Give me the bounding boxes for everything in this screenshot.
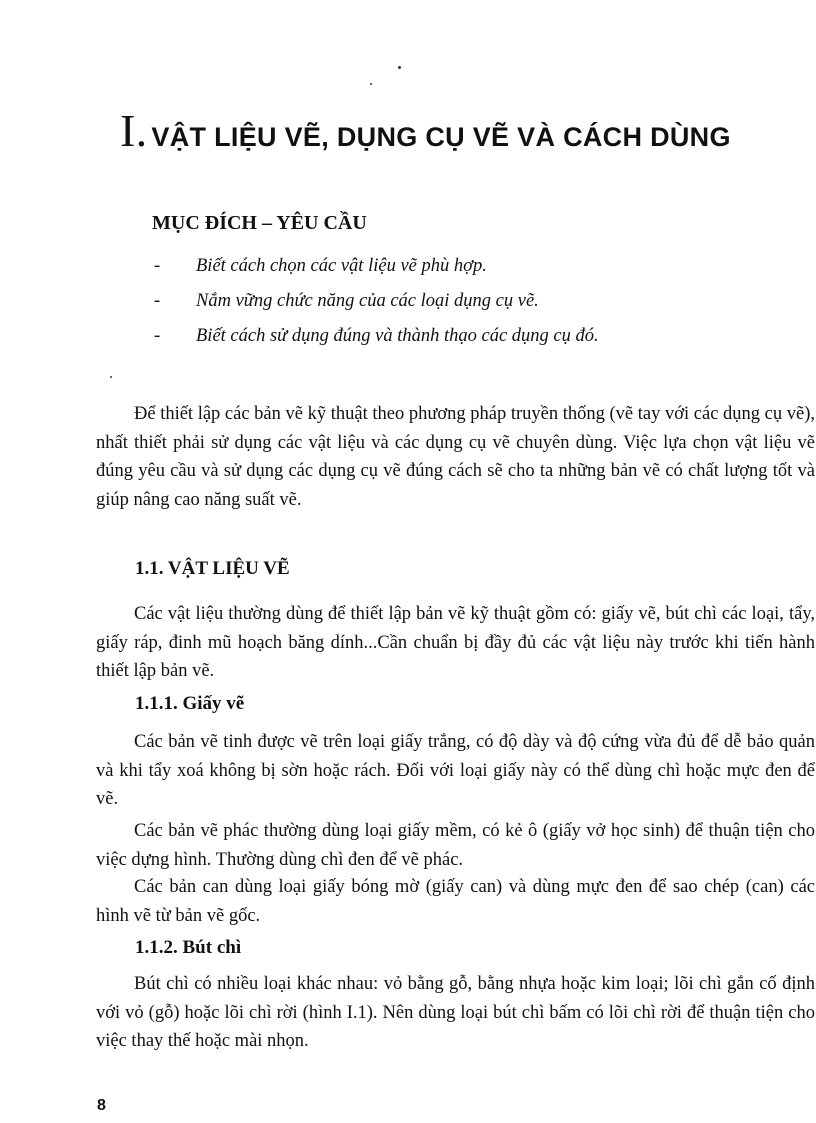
section-1-1-1-heading: 1.1.1. Giấy vẽ [135, 693, 245, 714]
chapter-numeral: I. [120, 105, 148, 156]
intro-paragraph: Để thiết lập các bản vẽ kỹ thuật theo phương pháp truyền thống (vẽ tay với các dụng cụ vẽ), nhất thiết phải sử dụng các vật liệu và các dụng cụ vẽ chuyên dùng. Việc lựa chọn vật liệu vẽ đúng yêu cầu và sử dụng các dụng cụ vẽ đúng cách sẽ cho ta những bản vẽ có chất lượng tốt và giúp nâng cao năng suất vẽ. [96, 404, 815, 510]
section-1-1-2-heading: 1.1.2. Bút chì [135, 937, 242, 958]
section-1-1-2-paragraph: Bút chì có nhiều loại khác nhau: vỏ bằng gỗ, bằng nhựa hoặc kim loại; lõi chì gắn cố định với vỏ (gỗ) hoặc lõi chì rời (hình I.1). Nên dùng loại bút chì bấm có lõi chì rời để thuận tiện cho việc thay thế hoặc mài nhọn. [96, 974, 815, 1051]
objectives-heading: MỤC ĐÍCH – YÊU CẦU [152, 212, 367, 234]
list-item [154, 256, 794, 291]
chapter-title [120, 104, 810, 157]
bullet-dash: - [154, 326, 161, 346]
scan-speck [370, 83, 372, 85]
bullet-dash: - [154, 256, 161, 276]
section-1-1-paragraph: Các vật liệu thường dùng để thiết lập bản vẽ kỹ thuật gồm có: giấy vẽ, bút chì các loại, tẩy, giấy ráp, đinh mũ hoạch băng dính...Cần chuẩn bị đầy đủ các vật liệu này trước khi tiến hành thiết lập bản vẽ. [96, 604, 815, 681]
chapter-title-text: VẬT LIỆU VẼ, DỤNG CỤ VẼ VÀ CÁCH DÙNG [151, 122, 731, 152]
objectives-list [154, 256, 794, 361]
objective-text: Biết cách sử dụng đúng và thành thạo các dụng cụ đó. [196, 326, 599, 346]
section-1-1-1-paragraph-3: Các bản can dùng loại giấy bóng mờ (giấy can) và dùng mực đen để sao chép (can) các hình vẽ từ bản vẽ gốc. [96, 877, 815, 926]
page-number: 8 [97, 1097, 106, 1114]
objective-text: Nắm vững chức năng của các loại dụng cụ vẽ. [196, 291, 539, 311]
list-item [154, 291, 794, 326]
scan-speck [398, 66, 401, 69]
section-1-1-1-paragraph-1: Các bản vẽ tinh được vẽ trên loại giấy trắng, có độ dày và độ cứng vừa đủ để dễ bảo quản và khi tẩy xoá không bị sờn hoặc rách. Đối với loại giấy này có thể dùng chì hoặc mực đen để vẽ. [96, 732, 815, 809]
bullet-dash: - [154, 291, 161, 311]
scan-speck [110, 376, 112, 378]
section-1-1-1-paragraph-2: Các bản vẽ phác thường dùng loại giấy mềm, có kẻ ô (giấy vở học sinh) để thuận tiện cho việc dựng hình. Thường dùng chì đen để vẽ phác. [96, 821, 815, 870]
section-1-1-heading: 1.1. VẬT LIỆU VẼ [135, 558, 290, 579]
list-item [154, 326, 794, 361]
objective-text: Biết cách chọn các vật liệu vẽ phù hợp. [196, 256, 487, 276]
